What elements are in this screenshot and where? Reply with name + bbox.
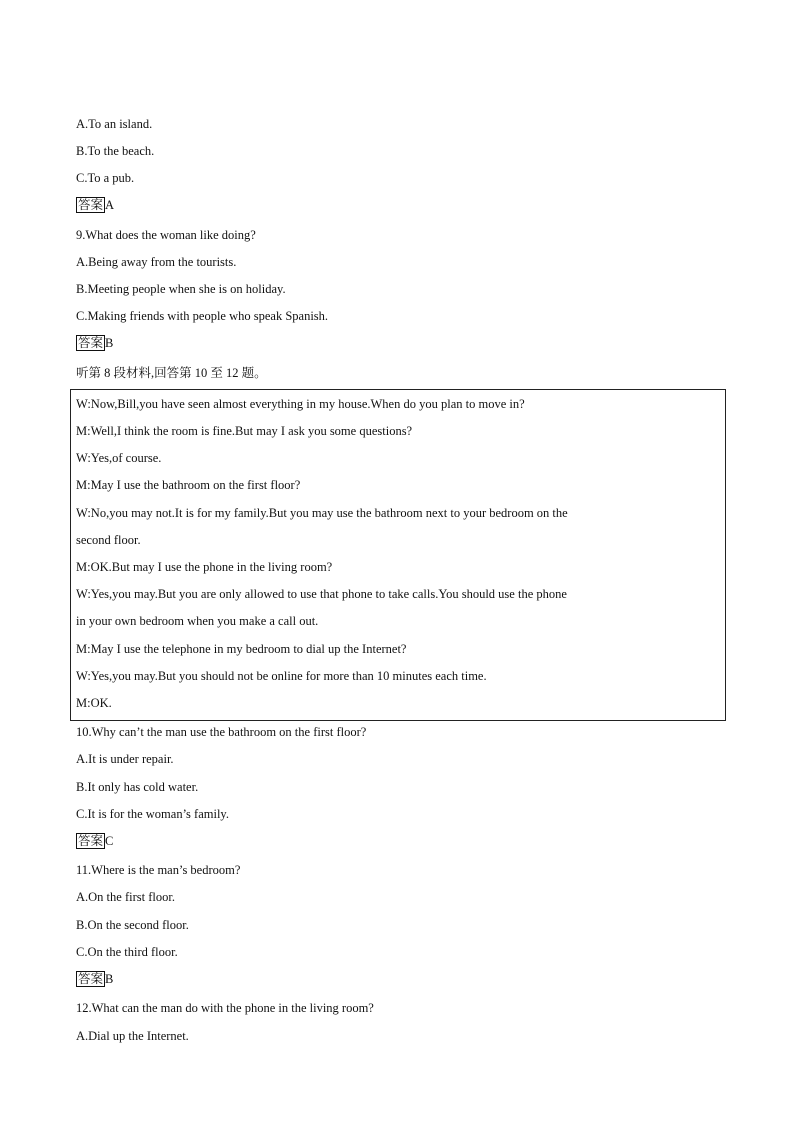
q11-option-b: B.On the second floor. xyxy=(76,918,189,932)
answer-label: 答案 xyxy=(78,972,104,986)
q8-answer xyxy=(76,197,114,213)
q10-answer xyxy=(76,833,113,849)
dialogue-line: M:Well,I think the room is fine.But may I ask you some questions? xyxy=(76,424,413,438)
q8-option-a: A.To an island. xyxy=(76,117,153,131)
q10-option-b: B.It only has cold water. xyxy=(76,780,199,794)
q11-option-c: C.On the third floor. xyxy=(76,945,178,959)
dialogue-line: second floor. xyxy=(76,533,141,547)
dialogue-line: M:OK. xyxy=(76,696,112,710)
answer-label: 答案 xyxy=(78,336,104,350)
q11-question: 11.Where is the man’s bedroom? xyxy=(76,863,241,877)
dialogue-line: M:OK.But may I use the phone in the living room? xyxy=(76,560,333,574)
q11-option-a: A.On the first floor. xyxy=(76,890,175,904)
dialogue-line: W:No,you may not.It is for my family.But you may use the bathroom next to your bedroom on the xyxy=(76,506,568,520)
answer-label: 答案 xyxy=(78,198,104,212)
dialogue-line: W:Yes,you may.But you should not be online for more than 10 minutes each time. xyxy=(76,669,487,683)
q10-question: 10.Why can’t the man use the bathroom on the first floor? xyxy=(76,725,367,739)
q9-question: 9.What does the woman like doing? xyxy=(76,228,256,242)
q9-option-b: B.Meeting people when she is on holiday. xyxy=(76,282,286,296)
q9-option-c: C.Making friends with people who speak Spanish. xyxy=(76,309,329,323)
section-intro: 听第 8 段材料,回答第 10 至 12 题。 xyxy=(76,366,267,380)
q8-option-c: C.To a pub. xyxy=(76,171,135,185)
answer-value: A xyxy=(105,198,115,212)
q11-answer xyxy=(76,971,113,987)
answer-value: B xyxy=(105,972,114,986)
q9-answer xyxy=(76,335,113,351)
dialogue-transcript-box xyxy=(70,389,726,721)
answer-label: 答案 xyxy=(78,834,104,848)
answer-value: C xyxy=(105,834,114,848)
dialogue-line: W:Yes,of course. xyxy=(76,451,162,465)
q12-option-a: A.Dial up the Internet. xyxy=(76,1029,189,1043)
dialogue-line: in your own bedroom when you make a call out. xyxy=(76,614,319,628)
q10-option-a: A.It is under repair. xyxy=(76,752,174,766)
q9-option-a: A.Being away from the tourists. xyxy=(76,255,237,269)
dialogue-line: M:May I use the bathroom on the first floor? xyxy=(76,478,301,492)
dialogue-line: W:Yes,you may.But you are only allowed to use that phone to take calls.You should use the phone xyxy=(76,587,567,601)
q12-question: 12.What can the man do with the phone in the living room? xyxy=(76,1001,374,1015)
answer-value: B xyxy=(105,336,114,350)
dialogue-line: W:Now,Bill,you have seen almost everything in my house.When do you plan to move in? xyxy=(76,397,525,411)
dialogue-line: M:May I use the telephone in my bedroom to dial up the Internet? xyxy=(76,642,407,656)
q8-option-b: B.To the beach. xyxy=(76,144,155,158)
q10-option-c: C.It is for the woman’s family. xyxy=(76,807,229,821)
